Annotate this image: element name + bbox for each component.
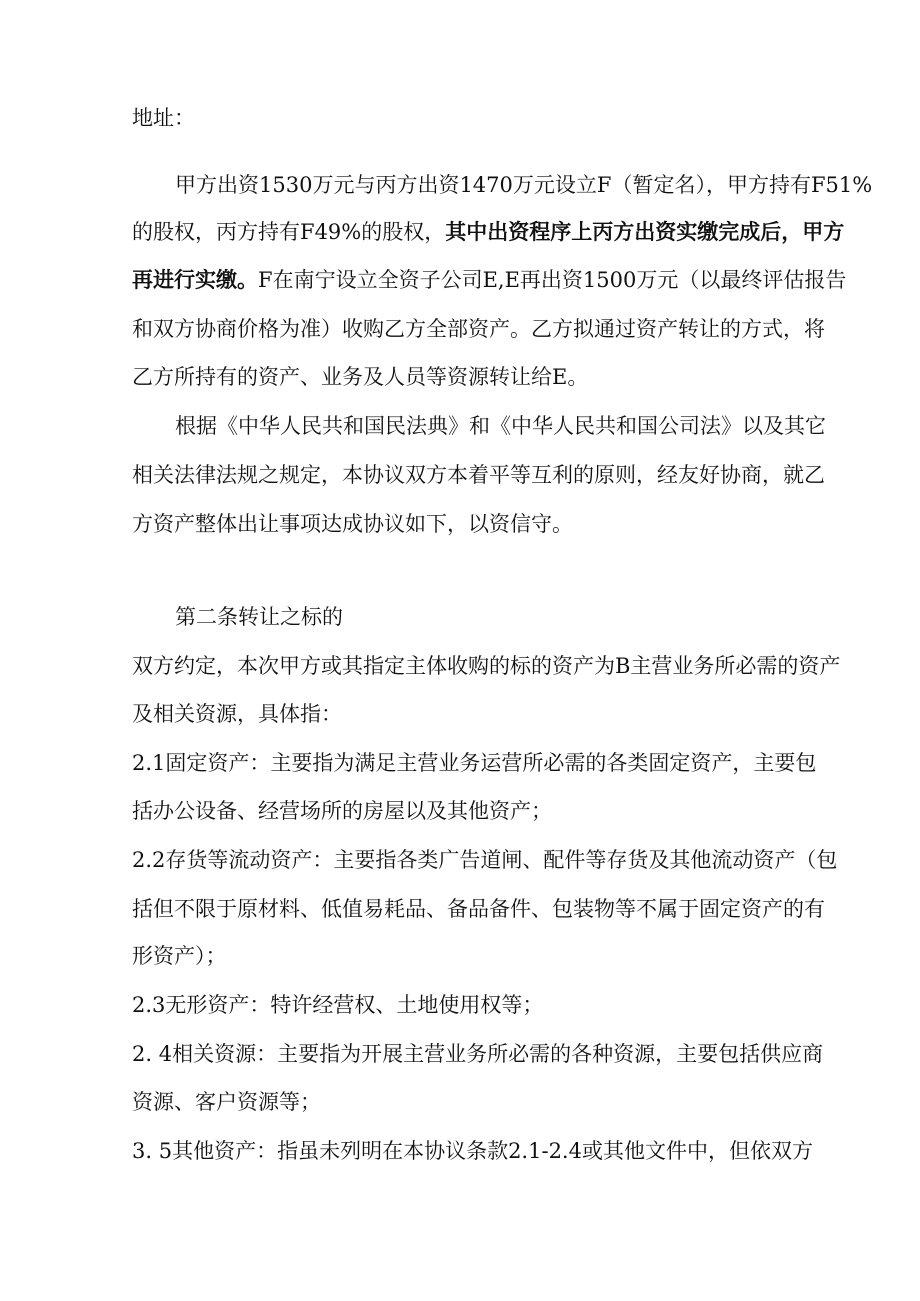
item-2-2-line3: 形资产）； [132, 944, 227, 968]
para2-line2: 相关法律法规之规定，本协议双方本着平等互利的原则，经友好协商，就乙 [132, 463, 825, 487]
para2-line1: 根据《中华人民共和国民法典》和《中华人民共和国公司法》以及其它 [175, 414, 826, 438]
para1-line2-bold: 其中出资程序上丙方出资实缴完成后，甲方 [445, 219, 845, 244]
article2-heading: 第二条转让之标的 [175, 605, 343, 629]
para1-line3 [132, 265, 846, 295]
item-2-1-line2: 括办公设备、经营场所的房屋以及其他资产； [132, 799, 552, 823]
para1-line2-text: 的股权，丙方持有F49%的股权， [132, 220, 446, 244]
article2-intro-line2: 及相关资源，具体指： [132, 702, 342, 726]
item-2-1-line1: 2.1固定资产：主要指为满足主营业务运营所必需的各类固定资产，主要包 [132, 751, 817, 775]
item-2-2-line2: 括但不限于原材料、低值易耗品、备品备件、包装物等不属于固定资产的有 [132, 897, 825, 921]
article2-intro-line1: 双方约定，本次甲方或其指定主体收购的标的资产为B主营业务所必需的资产 [132, 654, 841, 678]
para1-line4: 和双方协商价格为准）收购乙方全部资产。乙方拟通过资产转让的方式，将 [132, 317, 825, 341]
para1-line3-bold: 再进行实缴。 [132, 267, 258, 292]
item-2-4-line2: 资源、客户资源等； [132, 1090, 321, 1114]
para1-line2 [132, 217, 844, 247]
para1-line3-text: F在南宁设立全资子公司E,E再出资1500万元（以最终评估报告 [258, 268, 847, 292]
para1-line1: 甲方出资1530万元与丙方出资1470万元设立F（暂定名），甲方持有F51% [175, 173, 873, 197]
para1-line5: 乙方所持有的资产、业务及人员等资源转让给E。 [132, 365, 589, 389]
item-2-3-line1: 2.3无形资产：特许经营权、土地使用权等； [132, 993, 544, 1017]
para2-line3: 方资产整体出让事项达成协议如下，以资信守。 [132, 512, 573, 536]
item-3-5-line1: 3. 5其他资产：指虽未列明在本协议条款2.1-2.4或其他文件中，但依双方 [132, 1139, 813, 1163]
address-label: 地址： [132, 106, 195, 130]
item-2-2-line1: 2.2存货等流动资产：主要指各类广告道闸、配件等存货及其他流动资产（包 [132, 848, 838, 872]
item-2-4-line1: 2. 4相关资源：主要指为开展主营业务所必需的各种资源，主要包括供应商 [132, 1042, 824, 1066]
